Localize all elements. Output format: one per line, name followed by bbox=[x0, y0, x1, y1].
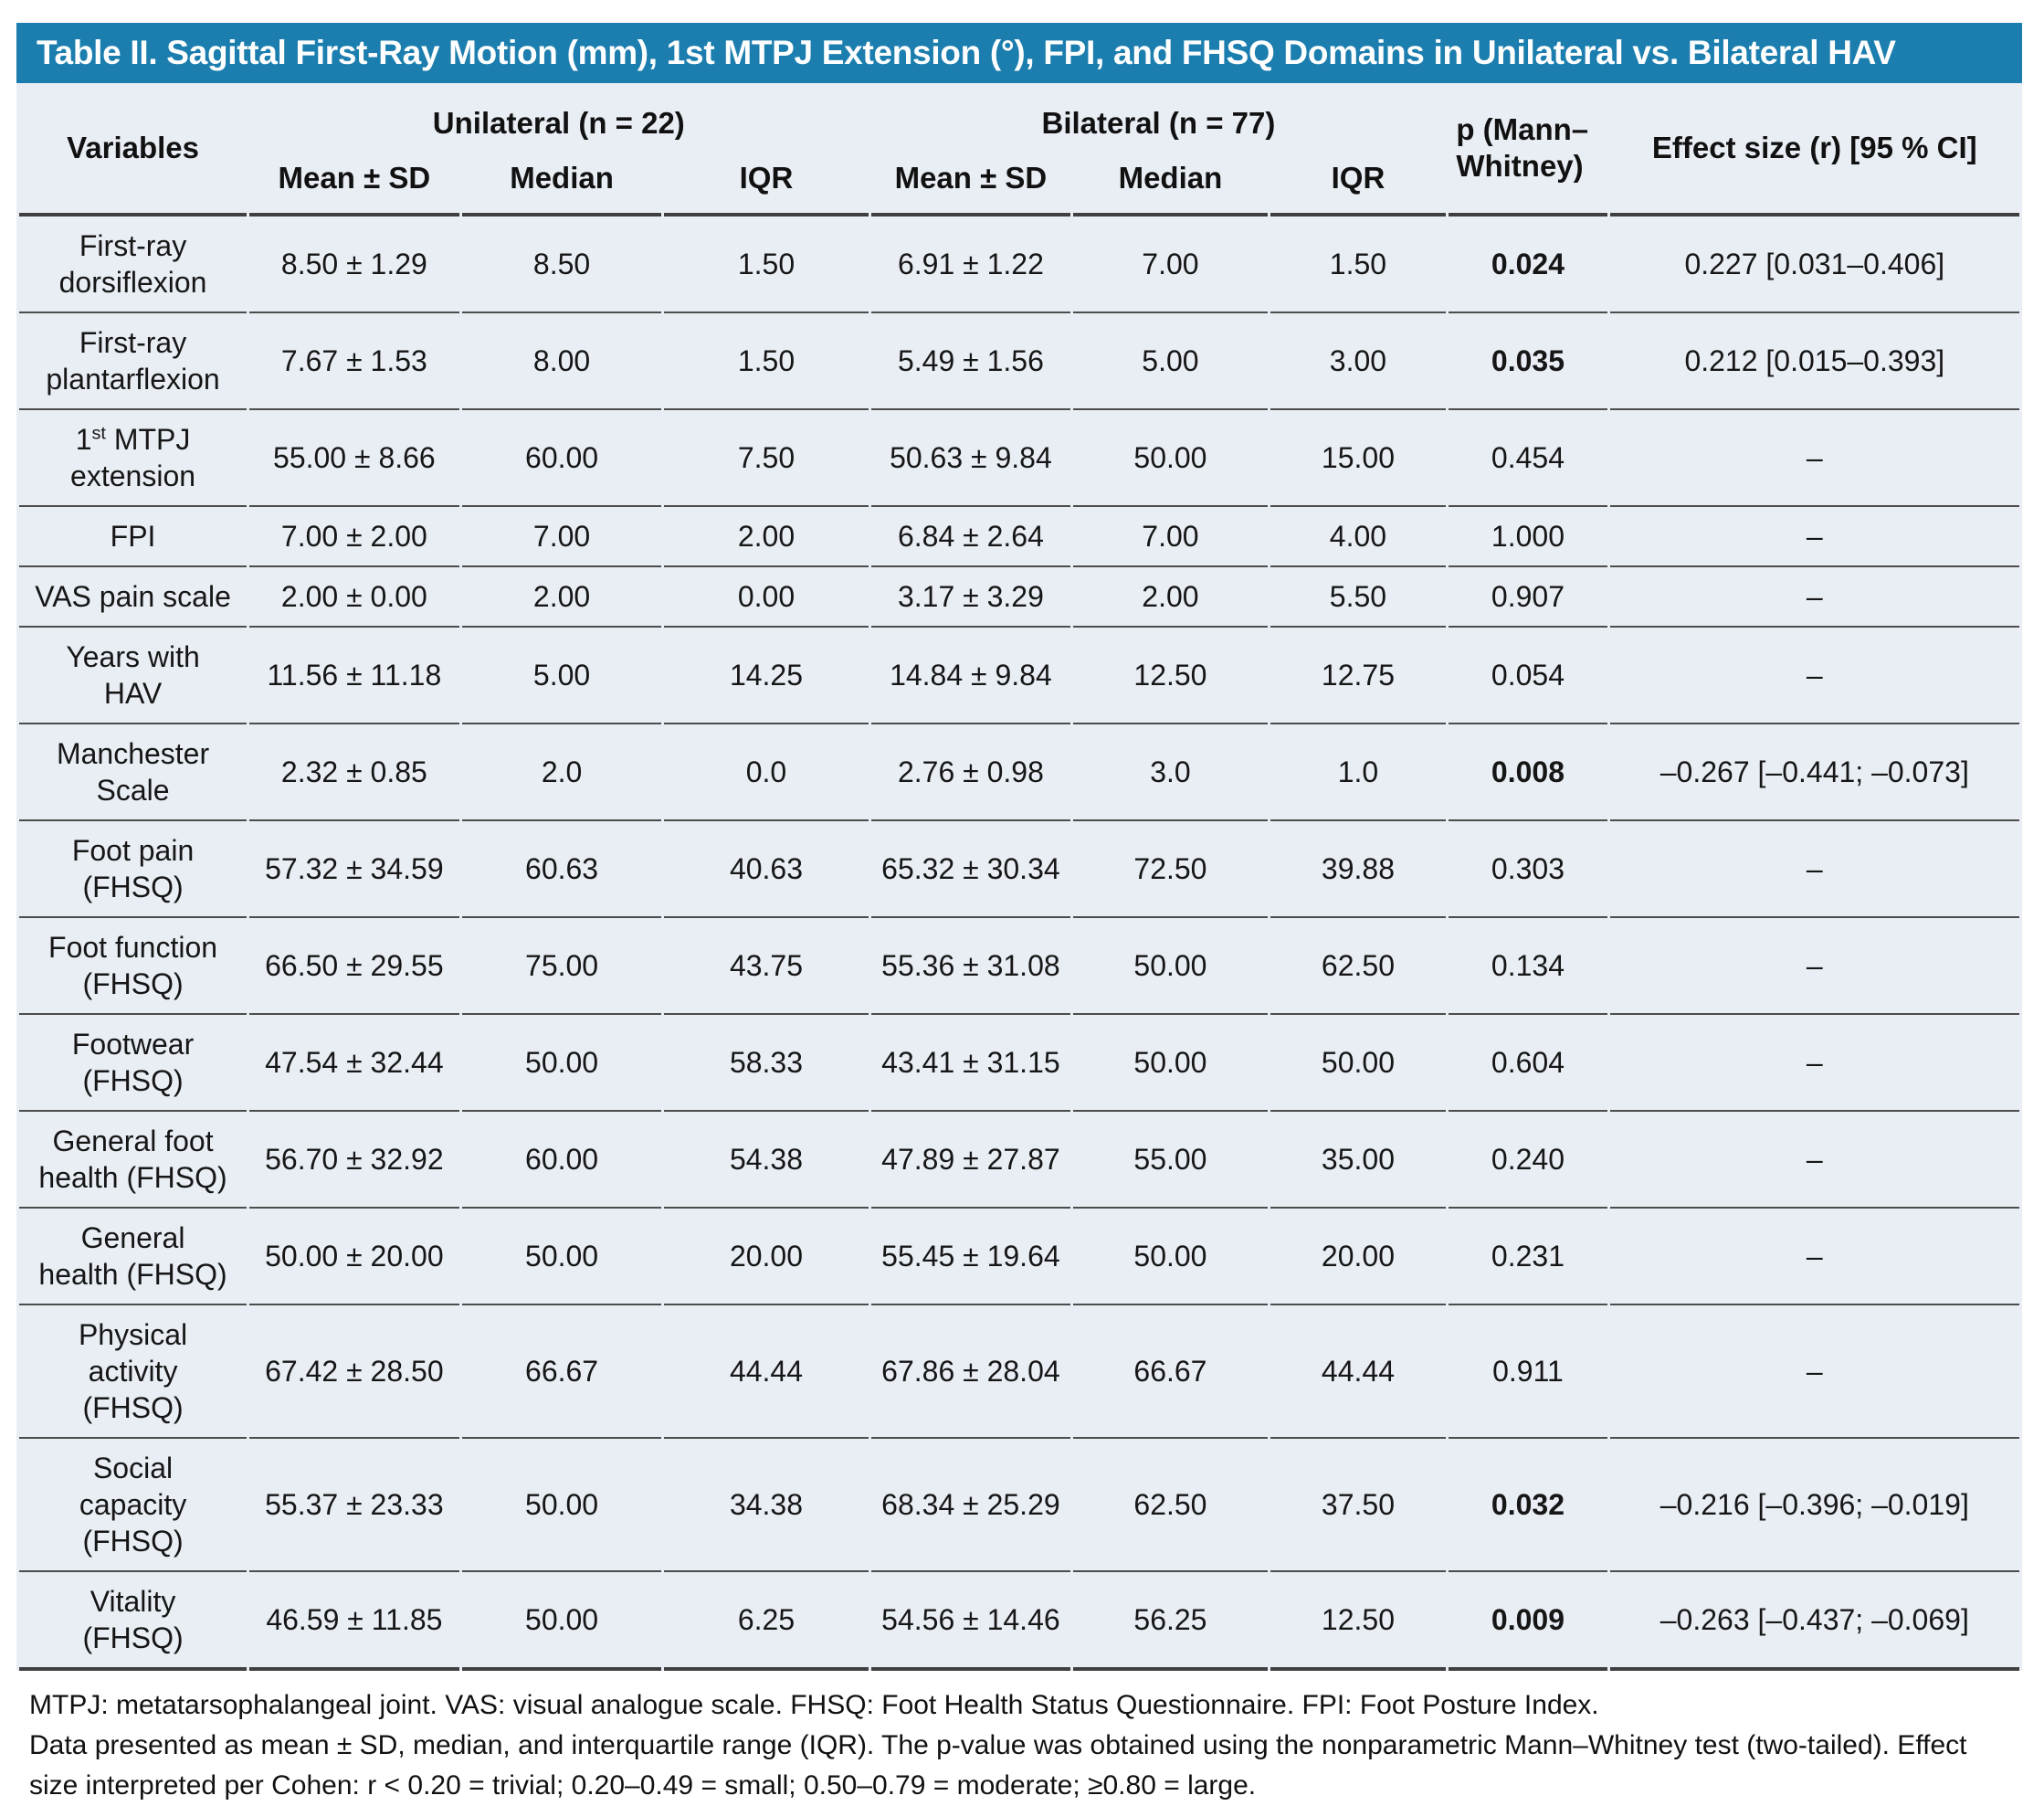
effect-size-cell: – bbox=[1610, 1209, 2019, 1305]
uni-mean-sd-cell: 8.50 ± 1.29 bbox=[249, 217, 459, 313]
column-header-bi-median: Median bbox=[1073, 153, 1267, 217]
uni-median-cell: 60.00 bbox=[462, 410, 662, 507]
uni-mean-sd-cell: 66.50 ± 29.55 bbox=[249, 918, 459, 1015]
uni-median-cell: 2.0 bbox=[462, 724, 662, 821]
p-value-cell: 0.911 bbox=[1449, 1305, 1607, 1439]
footnote-methods: Data presented as mean ± SD, median, and interquartile range (IQR). The p-value was obtained using the nonparametric Mann–Whitney test (two-tailed). Effect size interpreted per Cohen: r < 0.20 = trivial; 0.20–0.49 = small; 0.50–0.79 = moderate; ≥0.80 = large. bbox=[29, 1730, 1967, 1801]
column-header-uni-median: Median bbox=[462, 153, 662, 217]
column-header-uni-iqr: IQR bbox=[664, 153, 868, 217]
variable-cell: Years with HAV bbox=[19, 628, 247, 724]
p-value-cell: 0.907 bbox=[1449, 567, 1607, 628]
column-header-effect-size: Effect size (r) [95 % CI] bbox=[1610, 83, 2019, 217]
bi-iqr-cell: 1.50 bbox=[1270, 217, 1447, 313]
uni-iqr-cell: 34.38 bbox=[664, 1439, 868, 1572]
uni-median-cell: 66.67 bbox=[462, 1305, 662, 1439]
uni-mean-sd-cell: 55.00 ± 8.66 bbox=[249, 410, 459, 507]
uni-iqr-cell: 6.25 bbox=[664, 1572, 868, 1671]
uni-iqr-cell: 44.44 bbox=[664, 1305, 868, 1439]
variable-cell: Foot pain (FHSQ) bbox=[19, 821, 247, 918]
variable-cell: Foot function (FHSQ) bbox=[19, 918, 247, 1015]
variable-cell: FPI bbox=[19, 507, 247, 567]
uni-median-cell: 75.00 bbox=[462, 918, 662, 1015]
variable-cell: Manchester Scale bbox=[19, 724, 247, 821]
column-header-p-value bbox=[1449, 83, 1607, 217]
effect-size-cell: – bbox=[1610, 507, 2019, 567]
p-value-cell: 0.454 bbox=[1449, 410, 1607, 507]
table-row bbox=[19, 567, 2019, 628]
column-header-bi-iqr: IQR bbox=[1270, 153, 1447, 217]
table-row bbox=[19, 724, 2019, 821]
uni-median-cell: 50.00 bbox=[462, 1015, 662, 1112]
bi-median-cell: 72.50 bbox=[1073, 821, 1267, 918]
bi-iqr-cell: 35.00 bbox=[1270, 1112, 1447, 1209]
bi-iqr-cell: 12.75 bbox=[1270, 628, 1447, 724]
bi-mean-sd-cell: 14.84 ± 9.84 bbox=[871, 628, 1071, 724]
variable-cell: First-ray dorsiflexion bbox=[19, 217, 247, 313]
variable-cell: Social capacity (FHSQ) bbox=[19, 1439, 247, 1572]
bi-iqr-cell: 50.00 bbox=[1270, 1015, 1447, 1112]
uni-median-cell: 60.63 bbox=[462, 821, 662, 918]
p-value-cell: 0.009 bbox=[1449, 1572, 1607, 1671]
uni-iqr-cell: 14.25 bbox=[664, 628, 868, 724]
p-value-cell: 0.231 bbox=[1449, 1209, 1607, 1305]
variable-cell: Vitality (FHSQ) bbox=[19, 1572, 247, 1671]
bi-iqr-cell: 20.00 bbox=[1270, 1209, 1447, 1305]
bi-mean-sd-cell: 3.17 ± 3.29 bbox=[871, 567, 1071, 628]
bi-mean-sd-cell: 43.41 ± 31.15 bbox=[871, 1015, 1071, 1112]
p-value-cell: 0.008 bbox=[1449, 724, 1607, 821]
footnote-abbreviations: MTPJ: metatarsophalangeal joint. VAS: visual analogue scale. FHSQ: Foot Health Status Questionnaire. FPI: Foot Posture Index. bbox=[29, 1690, 1599, 1720]
effect-size-cell: 0.212 [0.015–0.393] bbox=[1610, 313, 2019, 410]
effect-size-cell: – bbox=[1610, 1305, 2019, 1439]
p-value-header-label: p (Mann–Whitney) bbox=[1456, 112, 1589, 183]
p-value-cell: 0.032 bbox=[1449, 1439, 1607, 1572]
table-body bbox=[19, 217, 2019, 1671]
bi-iqr-cell: 15.00 bbox=[1270, 410, 1447, 507]
column-header-variables: Variables bbox=[19, 83, 247, 217]
bi-mean-sd-cell: 67.86 ± 28.04 bbox=[871, 1305, 1071, 1439]
table-row bbox=[19, 918, 2019, 1015]
column-group-bilateral: Bilateral (n = 77) bbox=[1041, 106, 1276, 141]
uni-iqr-cell: 54.38 bbox=[664, 1112, 868, 1209]
p-value-cell: 0.604 bbox=[1449, 1015, 1607, 1112]
variable-cell: Footwear (FHSQ) bbox=[19, 1015, 247, 1112]
bi-iqr-cell: 3.00 bbox=[1270, 313, 1447, 410]
effect-size-cell: –0.263 [–0.437; –0.069] bbox=[1610, 1572, 2019, 1671]
bi-mean-sd-cell: 55.45 ± 19.64 bbox=[871, 1209, 1071, 1305]
bi-mean-sd-cell: 50.63 ± 9.84 bbox=[871, 410, 1071, 507]
bi-median-cell: 7.00 bbox=[1073, 507, 1267, 567]
table-row bbox=[19, 821, 2019, 918]
uni-iqr-cell: 40.63 bbox=[664, 821, 868, 918]
uni-median-cell: 7.00 bbox=[462, 507, 662, 567]
bi-mean-sd-cell: 55.36 ± 31.08 bbox=[871, 918, 1071, 1015]
uni-mean-sd-cell: 11.56 ± 11.18 bbox=[249, 628, 459, 724]
column-group-unilateral: Unilateral (n = 22) bbox=[432, 106, 685, 141]
p-value-cell: 1.000 bbox=[1449, 507, 1607, 567]
bi-iqr-cell: 1.0 bbox=[1270, 724, 1447, 821]
uni-iqr-cell: 1.50 bbox=[664, 217, 868, 313]
table-footnotes bbox=[16, 1685, 2022, 1806]
uni-iqr-cell: 20.00 bbox=[664, 1209, 868, 1305]
bi-median-cell: 7.00 bbox=[1073, 217, 1267, 313]
effect-size-cell: – bbox=[1610, 1112, 2019, 1209]
table-row bbox=[19, 628, 2019, 724]
uni-median-cell: 50.00 bbox=[462, 1209, 662, 1305]
table-header bbox=[19, 83, 2019, 217]
bi-iqr-cell: 44.44 bbox=[1270, 1305, 1447, 1439]
uni-iqr-cell: 0.0 bbox=[664, 724, 868, 821]
column-header-uni-mean-sd: Mean ± SD bbox=[249, 153, 459, 217]
effect-size-cell: –0.216 [–0.396; –0.019] bbox=[1610, 1439, 2019, 1572]
table-title: Table II. Sagittal First-Ray Motion (mm), 1st MTPJ Extension (°), FPI, and FHSQ Domains in Unilateral vs. Bilateral HAV bbox=[16, 23, 2022, 83]
effect-size-cell: – bbox=[1610, 821, 2019, 918]
p-value-cell: 0.134 bbox=[1449, 918, 1607, 1015]
effect-size-cell: – bbox=[1610, 628, 2019, 724]
uni-median-cell: 50.00 bbox=[462, 1572, 662, 1671]
variable-cell: VAS pain scale bbox=[19, 567, 247, 628]
table-row bbox=[19, 1209, 2019, 1305]
uni-mean-sd-cell: 2.32 ± 0.85 bbox=[249, 724, 459, 821]
uni-median-cell: 5.00 bbox=[462, 628, 662, 724]
variable-cell: 1st MTPJ extension bbox=[19, 410, 247, 507]
bi-median-cell: 12.50 bbox=[1073, 628, 1267, 724]
variable-cell: Physical activity (FHSQ) bbox=[19, 1305, 247, 1439]
effect-size-cell: – bbox=[1610, 567, 2019, 628]
bi-mean-sd-cell: 2.76 ± 0.98 bbox=[871, 724, 1071, 821]
table-row bbox=[19, 507, 2019, 567]
effect-size-cell: – bbox=[1610, 1015, 2019, 1112]
uni-median-cell: 50.00 bbox=[462, 1439, 662, 1572]
column-header-bi-mean-sd: Mean ± SD bbox=[871, 153, 1071, 217]
effect-size-cell: – bbox=[1610, 410, 2019, 507]
bi-median-cell: 5.00 bbox=[1073, 313, 1267, 410]
p-value-cell: 0.303 bbox=[1449, 821, 1607, 918]
uni-mean-sd-cell: 2.00 ± 0.00 bbox=[249, 567, 459, 628]
uni-median-cell: 8.50 bbox=[462, 217, 662, 313]
bi-iqr-cell: 37.50 bbox=[1270, 1439, 1447, 1572]
table-row bbox=[19, 1572, 2019, 1671]
bi-median-cell: 2.00 bbox=[1073, 567, 1267, 628]
bi-mean-sd-cell: 68.34 ± 25.29 bbox=[871, 1439, 1071, 1572]
bi-median-cell: 50.00 bbox=[1073, 410, 1267, 507]
uni-iqr-cell: 43.75 bbox=[664, 918, 868, 1015]
bi-mean-sd-cell: 54.56 ± 14.46 bbox=[871, 1572, 1071, 1671]
p-value-cell: 0.035 bbox=[1449, 313, 1607, 410]
effect-size-cell: 0.227 [0.031–0.406] bbox=[1610, 217, 2019, 313]
uni-mean-sd-cell: 46.59 ± 11.85 bbox=[249, 1572, 459, 1671]
uni-mean-sd-cell: 7.67 ± 1.53 bbox=[249, 313, 459, 410]
table-row bbox=[19, 410, 2019, 507]
p-value-cell: 0.024 bbox=[1449, 217, 1607, 313]
variable-cell: General foot health (FHSQ) bbox=[19, 1112, 247, 1209]
uni-mean-sd-cell: 57.32 ± 34.59 bbox=[249, 821, 459, 918]
variable-cell: General health (FHSQ) bbox=[19, 1209, 247, 1305]
bi-median-cell: 3.0 bbox=[1073, 724, 1267, 821]
bi-median-cell: 62.50 bbox=[1073, 1439, 1267, 1572]
bi-median-cell: 66.67 bbox=[1073, 1305, 1267, 1439]
table-row bbox=[19, 313, 2019, 410]
uni-iqr-cell: 0.00 bbox=[664, 567, 868, 628]
uni-mean-sd-cell: 7.00 ± 2.00 bbox=[249, 507, 459, 567]
bi-iqr-cell: 4.00 bbox=[1270, 507, 1447, 567]
uni-mean-sd-cell: 56.70 ± 32.92 bbox=[249, 1112, 459, 1209]
uni-mean-sd-cell: 47.54 ± 32.44 bbox=[249, 1015, 459, 1112]
bi-median-cell: 50.00 bbox=[1073, 918, 1267, 1015]
bi-mean-sd-cell: 65.32 ± 30.34 bbox=[871, 821, 1071, 918]
bi-median-cell: 50.00 bbox=[1073, 1209, 1267, 1305]
ordinal-superscript: st bbox=[91, 423, 106, 444]
table-row bbox=[19, 1439, 2019, 1572]
p-value-cell: 0.054 bbox=[1449, 628, 1607, 724]
bi-median-cell: 56.25 bbox=[1073, 1572, 1267, 1671]
p-value-cell: 0.240 bbox=[1449, 1112, 1607, 1209]
table-row bbox=[19, 217, 2019, 313]
bi-median-cell: 50.00 bbox=[1073, 1015, 1267, 1112]
table-row bbox=[19, 1112, 2019, 1209]
uni-mean-sd-cell: 55.37 ± 23.33 bbox=[249, 1439, 459, 1572]
table-row bbox=[19, 1015, 2019, 1112]
bi-mean-sd-cell: 47.89 ± 27.87 bbox=[871, 1112, 1071, 1209]
bi-median-cell: 55.00 bbox=[1073, 1112, 1267, 1209]
uni-iqr-cell: 58.33 bbox=[664, 1015, 868, 1112]
bi-iqr-cell: 5.50 bbox=[1270, 567, 1447, 628]
bi-iqr-cell: 62.50 bbox=[1270, 918, 1447, 1015]
table-row bbox=[19, 1305, 2019, 1439]
effect-size-cell: – bbox=[1610, 918, 2019, 1015]
uni-iqr-cell: 1.50 bbox=[664, 313, 868, 410]
uni-median-cell: 60.00 bbox=[462, 1112, 662, 1209]
bi-iqr-cell: 39.88 bbox=[1270, 821, 1447, 918]
uni-median-cell: 8.00 bbox=[462, 313, 662, 410]
data-table bbox=[16, 83, 2022, 1671]
variable-cell: First-ray plantarflexion bbox=[19, 313, 247, 410]
uni-mean-sd-cell: 67.42 ± 28.50 bbox=[249, 1305, 459, 1439]
uni-iqr-cell: 2.00 bbox=[664, 507, 868, 567]
uni-mean-sd-cell: 50.00 ± 20.00 bbox=[249, 1209, 459, 1305]
bi-mean-sd-cell: 5.49 ± 1.56 bbox=[871, 313, 1071, 410]
uni-median-cell: 2.00 bbox=[462, 567, 662, 628]
bi-mean-sd-cell: 6.84 ± 2.64 bbox=[871, 507, 1071, 567]
bi-iqr-cell: 12.50 bbox=[1270, 1572, 1447, 1671]
uni-iqr-cell: 7.50 bbox=[664, 410, 868, 507]
bi-mean-sd-cell: 6.91 ± 1.22 bbox=[871, 217, 1071, 313]
effect-size-cell: –0.267 [–0.441; –0.073] bbox=[1610, 724, 2019, 821]
